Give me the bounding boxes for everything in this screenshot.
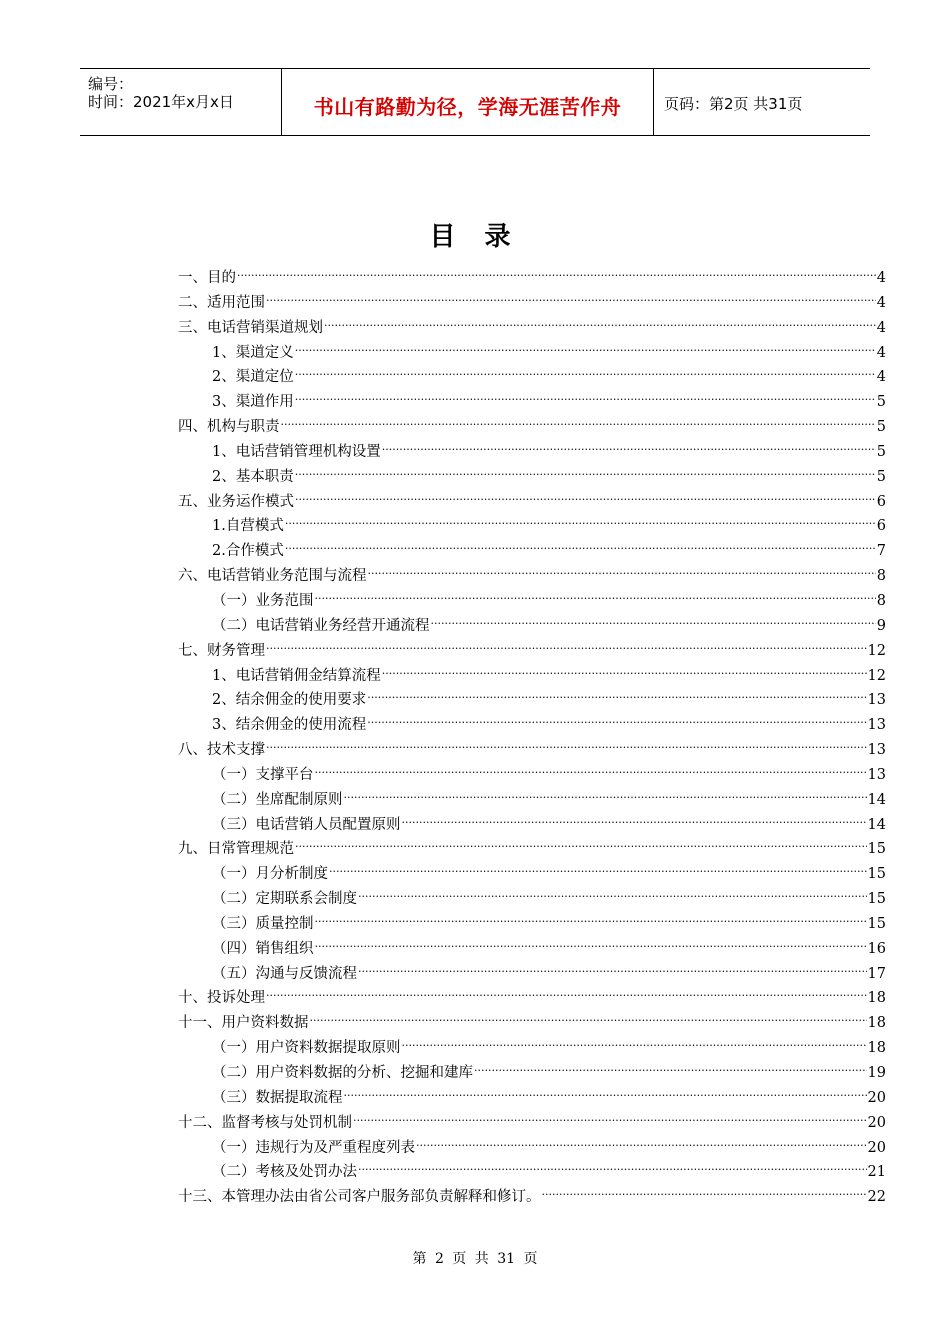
toc-entry-title: （一）违规行为及严重程度列表: [212, 1139, 415, 1156]
toc-dot-leader: [358, 879, 867, 903]
toc-entry-page-number: 14: [867, 816, 886, 833]
toc-entry-title: 八、技术支撑: [178, 742, 265, 759]
toc-dot-leader: [266, 631, 867, 655]
toc-dot-leader: [542, 1177, 867, 1201]
header-page-cell: [654, 69, 870, 135]
toc-dot-leader: [266, 730, 867, 754]
toc-entry[interactable]: [178, 978, 886, 1007]
toc-entry-page-number: 20: [867, 1139, 886, 1156]
document-date-label: 时间：2021年x月x日: [88, 93, 234, 111]
toc-dot-leader: [431, 606, 876, 630]
toc-dot-leader: [474, 1053, 867, 1077]
toc-entry-title: （一）月分析制度: [212, 866, 328, 883]
toc-entry-page-number: 13: [867, 766, 886, 783]
toc-entry-page-number: 5: [876, 394, 886, 411]
toc-entry-page-number: 15: [867, 866, 886, 883]
toc-entry-page-number: 8: [876, 592, 886, 609]
document-number-label: 编号：: [88, 75, 134, 93]
table-of-contents: [178, 258, 886, 1206]
toc-dot-leader: [295, 333, 876, 357]
toc-entry-page-number: 6: [876, 518, 886, 535]
toc-entry-title: （二）定期联系会制度: [212, 891, 357, 908]
toc-entry[interactable]: [178, 656, 886, 684]
toc-entry-page-number: 22: [867, 1189, 886, 1206]
toc-dot-leader: [266, 283, 876, 307]
toc-dot-leader: [344, 1078, 867, 1102]
toc-entry-page-number: 16: [867, 940, 886, 957]
header-page-info: 页码：第2页 共31页: [664, 95, 803, 113]
toc-entry-title: 六、电话营销业务范围与流程: [178, 568, 367, 585]
toc-dot-leader: [367, 705, 866, 729]
toc-entry-title: 四、机构与职责: [178, 419, 280, 436]
toc-entry-page-number: 14: [867, 791, 886, 808]
toc-entry-page-number: 18: [867, 1040, 886, 1057]
toc-entry-page-number: 20: [867, 1114, 886, 1131]
toc-entry-title: （二）考核及处罚办法: [212, 1164, 357, 1181]
toc-entry-page-number: 20: [867, 1089, 886, 1106]
toc-entry-title: 2、基本职责: [212, 468, 294, 485]
toc-entry-title: 三、电话营销渠道规划: [178, 319, 323, 336]
toc-entry-page-number: 15: [867, 915, 886, 932]
toc-entry[interactable]: [178, 506, 886, 535]
toc-entry[interactable]: [178, 556, 886, 585]
toc-entry-title: 九、日常管理规范: [178, 841, 294, 858]
toc-entry-title: （三）数据提取流程: [212, 1089, 343, 1106]
toc-entry-page-number: 18: [867, 990, 886, 1007]
toc-dot-leader: [295, 357, 876, 381]
toc-entry-page-number: 18: [867, 1015, 886, 1032]
toc-dot-leader: [315, 755, 867, 779]
toc-dot-leader: [402, 805, 867, 829]
header-motto-cell: [282, 69, 654, 135]
toc-entry-page-number: 13: [867, 717, 886, 734]
toc-entry-title: （二）用户资料数据的分析、挖掘和建库: [212, 1065, 473, 1081]
toc-entry-title: （二）坐席配制原则: [212, 791, 343, 808]
toc-entry-page-number: 4: [876, 369, 886, 386]
toc-entry-page-number: 5: [876, 468, 886, 485]
toc-entry[interactable]: [178, 432, 886, 460]
toc-entry-page-number: 13: [867, 692, 886, 709]
toc-entry-page-number: 15: [867, 891, 886, 908]
toc-entry-title: 一、目的: [178, 270, 236, 286]
toc-dot-leader: [402, 1028, 867, 1052]
toc-dot-leader: [295, 829, 867, 853]
toc-dot-leader: [266, 978, 867, 1002]
toc-dot-leader: [285, 531, 876, 555]
toc-dot-leader: [315, 581, 876, 605]
toc-entry-page-number: 4: [876, 319, 886, 336]
toc-dot-leader: [315, 904, 867, 928]
page-footer: 第 2 页 共 31 页: [412, 1251, 538, 1267]
page-header: [80, 68, 870, 136]
toc-entry-title: （一）支撑平台: [212, 766, 314, 783]
toc-entry-title: （三）电话营销人员配置原则: [212, 816, 401, 833]
header-motto: 书山有路勤为径，学海无涯苦作舟: [313, 95, 622, 119]
toc-dot-leader: [382, 656, 867, 680]
toc-dot-leader: [324, 308, 876, 332]
toc-dot-leader: [295, 482, 876, 506]
toc-entry-title: 十二、监督考核与处罚机制: [178, 1114, 352, 1131]
toc-entry-title: （一）用户资料数据提取原则: [212, 1040, 401, 1057]
toc-entry-title: 2、渠道定位: [212, 369, 294, 386]
toc-entry[interactable]: [178, 730, 886, 759]
toc-entry[interactable]: [178, 531, 886, 560]
toc-entry-title: （二）电话营销业务经营开通流程: [212, 617, 430, 634]
toc-entry-page-number: 4: [876, 270, 886, 286]
toc-entry-title: 五、业务运作模式: [178, 493, 294, 510]
toc-entry-page-number: 12: [867, 667, 886, 684]
toc-entry[interactable]: [178, 1003, 886, 1032]
toc-entry[interactable]: [178, 283, 886, 311]
toc-dot-leader: [367, 680, 866, 704]
toc-entry-title: （一）业务范围: [212, 592, 314, 609]
toc-title: 目 录: [429, 222, 521, 252]
toc-entry-page-number: 5: [876, 419, 886, 436]
toc-dot-leader: [368, 556, 876, 580]
toc-dot-leader: [382, 432, 876, 456]
toc-dot-leader: [329, 854, 867, 878]
toc-entry[interactable]: [178, 258, 886, 286]
toc-entry-title: 十、投诉处理: [178, 990, 265, 1007]
header-info-cell: [80, 69, 282, 135]
toc-entry-page-number: 17: [867, 965, 886, 982]
toc-entry[interactable]: [178, 407, 886, 436]
toc-entry-title: 3、渠道作用: [212, 394, 294, 411]
toc-entry[interactable]: [178, 755, 886, 783]
toc-entry-page-number: 13: [867, 742, 886, 759]
toc-dot-leader: [310, 1003, 867, 1027]
toc-entry[interactable]: [178, 308, 886, 336]
toc-dot-leader: [295, 382, 876, 406]
toc-entry-title: 1、渠道定义: [212, 344, 294, 361]
toc-entry-title: 2.合作模式: [212, 543, 284, 560]
toc-entry-title: （四）销售组织: [212, 940, 314, 957]
toc-entry-page-number: 21: [867, 1164, 886, 1181]
toc-dot-leader: [358, 1152, 867, 1176]
toc-entry-page-number: 19: [867, 1065, 886, 1081]
toc-dot-leader: [344, 780, 867, 804]
toc-dot-leader: [281, 407, 876, 431]
toc-entry-title: 1、电话营销佣金结算流程: [212, 667, 381, 684]
toc-dot-leader: [237, 258, 876, 282]
toc-entry-page-number: 12: [867, 642, 886, 659]
toc-entry-page-number: 5: [876, 443, 886, 460]
toc-entry-title: （三）质量控制: [212, 915, 314, 932]
toc-entry-page-number: 4: [876, 294, 886, 311]
toc-entry-page-number: 8: [876, 568, 886, 585]
toc-entry-title: 1.自营模式: [212, 518, 284, 535]
toc-entry-page-number: 7: [876, 543, 886, 560]
toc-dot-leader: [416, 1128, 867, 1152]
toc-entry-title: 十三、本管理办法由省公司客户服务部负责解释和修订。: [178, 1189, 541, 1206]
toc-entry-title: 十一、用户资料数据: [178, 1015, 309, 1032]
toc-entry-title: 二、适用范围: [178, 294, 265, 311]
toc-entry-title: 2、结余佣金的使用要求: [212, 692, 367, 709]
toc-entry[interactable]: [178, 631, 886, 659]
toc-dot-leader: [295, 457, 876, 481]
toc-entry-page-number: 15: [867, 841, 886, 858]
toc-entry-title: 1、电话营销管理机构设置: [212, 443, 381, 460]
toc-entry-page-number: 9: [876, 617, 886, 634]
toc-dot-leader: [353, 1103, 867, 1127]
toc-entry-page-number: 4: [876, 344, 886, 361]
toc-dot-leader: [358, 954, 867, 978]
toc-entry-title: 3、结余佣金的使用流程: [212, 717, 367, 734]
toc-entry-title: 七、财务管理: [178, 642, 265, 659]
toc-dot-leader: [285, 506, 876, 530]
toc-entry-title: （五）沟通与反馈流程: [212, 965, 357, 982]
toc-dot-leader: [315, 929, 867, 953]
toc-entry-page-number: 6: [876, 493, 886, 510]
